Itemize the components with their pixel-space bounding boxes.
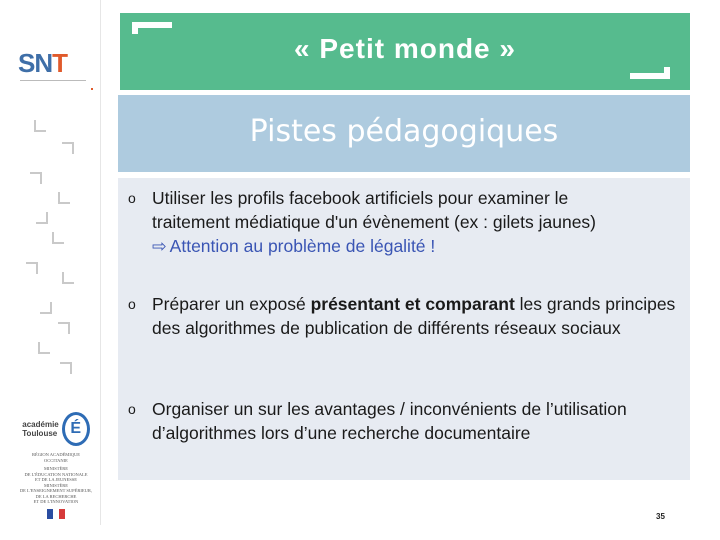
bullet-item: o Préparer un exposé présentant et comparant les grands principes des algorithmes de publication de différents réseaux sociaux [128,294,676,338]
bullet-marker: o [128,296,136,312]
decorative-bracket [40,302,52,314]
decorative-bracket [30,172,42,184]
warning-line: ⇨ Attention au problème de légalité ! [152,236,436,256]
decorative-bracket [62,272,74,284]
bullet-marker: o [128,401,136,417]
decorative-bracket [58,192,70,204]
bullet-item: o Organiser un sur les avantages / inconvénients de l’utilisation d’algorithmes lors d’une recherche documentaire [128,399,627,443]
page-number: 35 [656,512,665,521]
corner-bracket-icon [630,67,670,79]
decorative-bracket [60,362,72,374]
ministry-text: RÉGION ACADÉMIQUE OCCITANIE MINISTÈRE DE L'ÉDUCATION NATIONALE ET DE LA JEUNESSE MINISTÈRE DE L'ENSEIGNEMENT SUPÉRIEUR, DE LA RECHERCHE ET DE L'INNOVATION [19,452,93,504]
bullet-item: o Utiliser les profils facebook artificiels pour examiner le traitement médiatique d'un évènement (ex : gilets jaunes) ⇨ Attention au problème de légalité ! [128,186,683,258]
decorative-bracket [26,262,38,274]
logo-dot [91,88,93,90]
sidebar [0,0,101,525]
snt-logo: SNT [18,48,68,78]
academy-logo [16,412,96,519]
academy-e-icon: É [62,412,90,446]
decorative-bracket [58,322,70,334]
decorative-bracket [52,232,64,244]
academy-name: académie Toulouse [22,420,59,438]
slide-subtitle: Pistes pédagogiques [249,114,559,149]
decorative-bracket [34,120,46,132]
french-flag-icon [47,509,65,519]
logo-underline [20,80,86,81]
decorative-bracket [38,342,50,354]
slide-title: « Petit monde » [294,33,516,64]
decorative-bracket [62,142,74,154]
bullet-marker: o [128,190,136,206]
decorative-bracket [36,212,48,224]
arrow-right-icon: ⇨ [152,236,167,256]
